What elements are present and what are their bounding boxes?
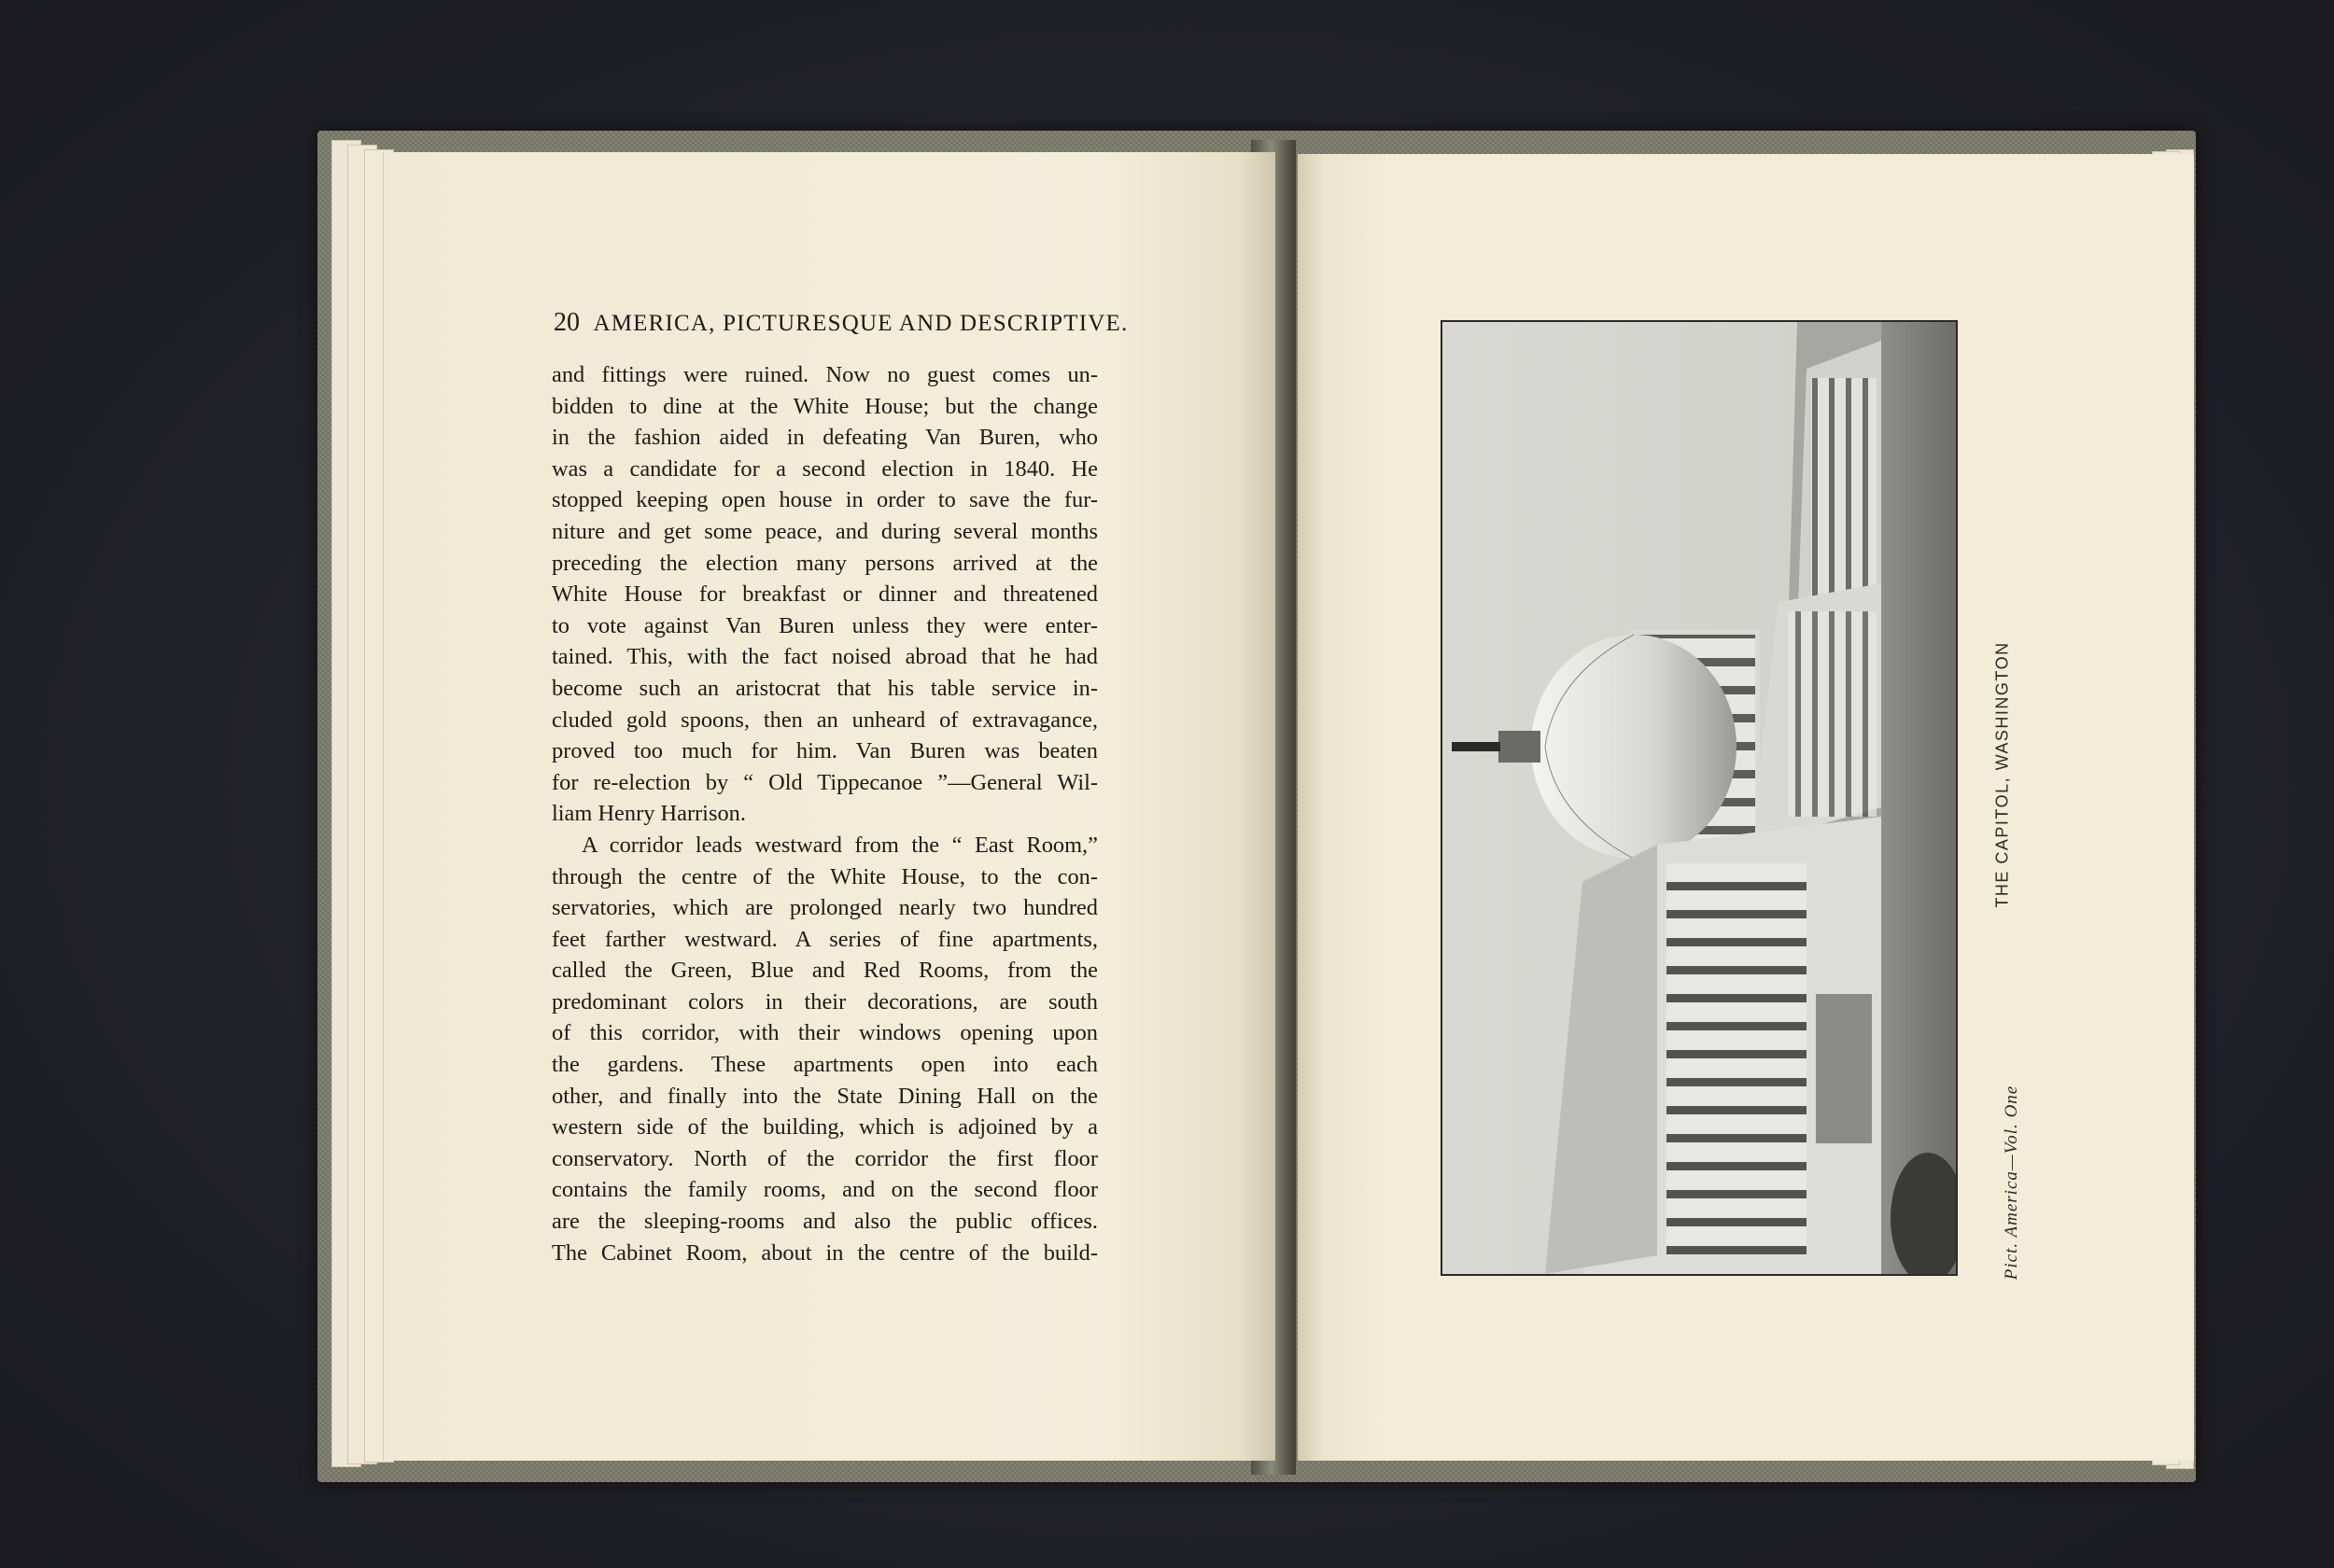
text-line: preceding the election many persons arrived at the <box>552 550 1098 576</box>
text-line: niture and get some peace, and during several months <box>552 518 1098 544</box>
running-header <box>554 308 1129 338</box>
text-line: through the centre of the White House, to the con- <box>552 863 1098 889</box>
text-line: feet farther westward. A series of fine apartments, <box>552 926 1098 952</box>
capitol-engraving <box>1442 322 1956 1274</box>
body-text <box>552 359 1098 1268</box>
lantern <box>1498 731 1540 763</box>
text-line: of this corridor, with their windows opening upon <box>552 1020 1098 1046</box>
running-title: AMERICA, PICTURESQUE AND DESCRIPTIVE. <box>593 311 1129 336</box>
text-line: conservatory. North of the corridor the first floor <box>552 1145 1098 1171</box>
center-columns <box>1788 611 1877 817</box>
text-line: cluded gold spoons, then an unheard of extravagance, <box>552 707 1098 733</box>
page-number: 20 <box>554 308 580 337</box>
plate-caption: THE CAPITOL, WASHINGTON <box>1992 641 2012 908</box>
text-line: tained. This, with the fact noised abroad that he had <box>552 644 1098 670</box>
text-line: in the fashion aided in defeating Van Buren, who <box>552 425 1098 451</box>
text-line: other, and finally into the State Dining Hall on the <box>552 1083 1098 1109</box>
text-line: the gardens. These apartments open into each <box>552 1052 1098 1078</box>
text-line: bidden to dine at the White House; but the change <box>552 393 1098 419</box>
text-line: liam Henry Harrison. <box>552 801 746 827</box>
north-wing-columns <box>1811 378 1877 611</box>
text-line: was a candidate for a second election in 1840. He <box>552 455 1098 482</box>
text-line: predominant colors in their decorations, are south <box>552 988 1098 1015</box>
text-line: become such an aristocrat that his table service in- <box>552 675 1098 701</box>
dome <box>1531 635 1736 859</box>
text-line: contains the family rooms, and on the second floor <box>552 1177 1098 1203</box>
text-line: The Cabinet Room, about in the centre of the build- <box>552 1239 1098 1266</box>
text-line: servatories, which are prolonged nearly two hundred <box>552 895 1098 921</box>
text-line: and fittings were ruined. Now no guest comes un- <box>552 362 1098 387</box>
statue-of-freedom <box>1452 742 1500 751</box>
text-line: A corridor leads westward from the “ East Room,” <box>582 832 1098 858</box>
capitol-plate-image <box>1441 320 1958 1276</box>
text-line: stopped keeping open house in order to save the fur- <box>552 487 1098 513</box>
text-line: called the Green, Blue and Red Rooms, from the <box>552 958 1098 984</box>
text-line: proved too much for him. Van Buren was beaten <box>552 738 1098 764</box>
volume-line: Pict. America—Vol. One <box>2002 1085 2021 1281</box>
south-wing-windows <box>1816 994 1872 1143</box>
text-line: White House for breakfast or dinner and threatened <box>552 581 1098 608</box>
text-line: western side of the building, which is adjoined by a <box>552 1114 1098 1141</box>
ground <box>1881 322 1956 1274</box>
text-line: are the sleeping-rooms and also the public offices. <box>552 1209 1098 1235</box>
south-portico-columns <box>1666 863 1807 1255</box>
text-line: to vote against Van Buren unless they were enter- <box>552 612 1098 638</box>
text-line: for re-election by “ Old Tippecanoe ”—General Wil- <box>552 769 1098 795</box>
